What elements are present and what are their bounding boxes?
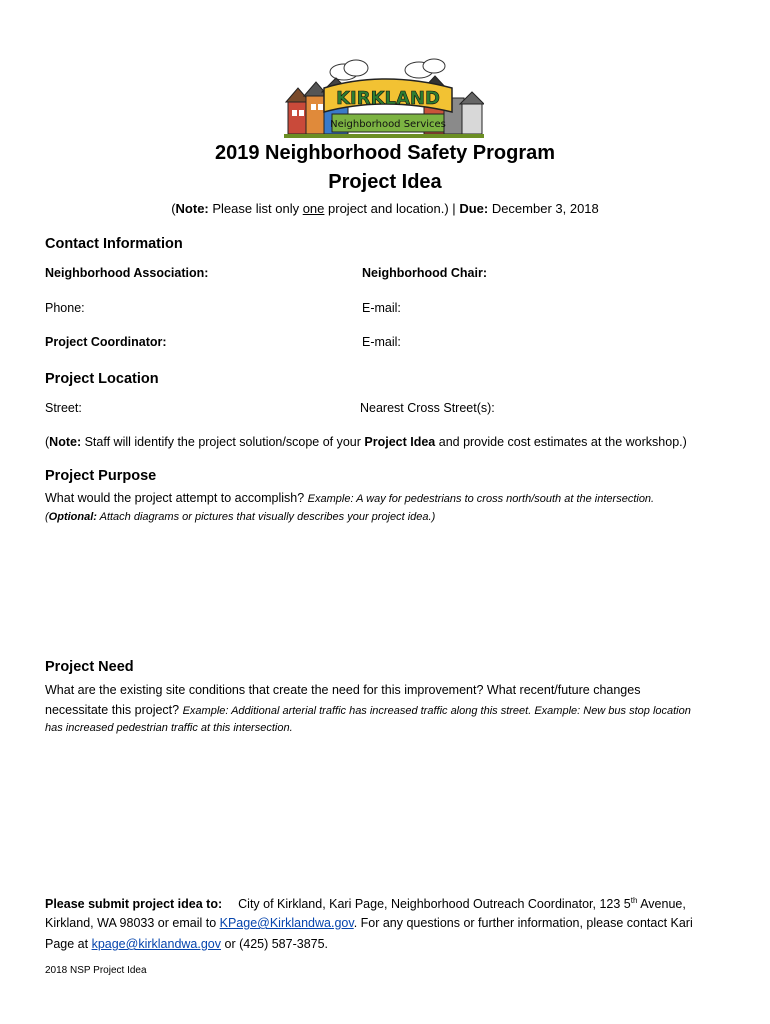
email-label-2: E-mail: [362,335,401,349]
header-note: (Note: Please list only one project and location.) | Due: December 3, 2018 [171,201,599,216]
purpose-example: Example: A way for pedestrians to cross north/south at the intersection. [307,493,655,505]
need-question-line1: What are the existing site conditions that create the need for this improvement? What recent/future changes [45,683,641,697]
project-coordinator-label: Project Coordinator: [45,335,167,349]
due-label: Due: [459,201,489,216]
note-pre: Please list only [208,201,303,216]
location-note-label: Note: [49,435,82,449]
email-label-1: E-mail: [362,301,401,315]
location-note-bold: Project Idea [364,435,436,449]
neighborhood-chair-label: Neighborhood Chair: [362,266,487,280]
page-title-line1: 2019 Neighborhood Safety Program [214,142,556,164]
need-question-line2-text: necessitate this project? [45,703,183,717]
submit-text4: . For any questions or further information, please contact Kari [353,916,693,930]
location-note-pre: Staff will identify the project solution/scope of your [81,435,365,449]
purpose-optional: (Optional: Attach diagrams or pictures that visually describes your project idea.) [45,511,436,523]
purpose-question [45,491,654,505]
kirkland-logo [284,52,484,142]
kpage-email-link[interactable]: KPage@Kirklandwa.gov [219,916,354,930]
page-footer: 2018 NSP Project Idea [45,965,147,976]
location-heading: Project Location [45,371,159,387]
submit-sup: th [630,896,638,905]
need-heading: Project Need [45,659,134,675]
neighborhood-association-label: Neighborhood Association: [45,266,209,280]
purpose-optional-text: Attach diagrams or pictures that visually describes your project idea.) [96,511,436,523]
cross-street-label: Nearest Cross Street(s): [360,401,495,415]
need-example-line3: has increased pedestrian traffic at this intersection. [45,722,293,734]
need-example-line2: Example: Additional arterial traffic has increased traffic along this street. Example: New bus stop location [182,705,691,717]
submit-text6: or (425) 587-3875. [221,937,329,951]
page-title-line2: Project Idea [328,171,442,193]
due-value: December 3, 2018 [488,201,599,216]
submit-line3 [45,937,328,951]
purpose-question-text: What would the project attempt to accomplish? [45,491,308,505]
submit-text3: Kirkland, WA 98033 or email to [45,916,220,930]
logo-subtitle: Neighborhood Services [330,119,446,130]
phone-label: Phone: [45,301,85,315]
submit-line1 [45,896,686,911]
logo-wordmark: KIRKLAND [336,88,440,109]
submit-label: Please submit project idea to: [45,897,223,912]
kpage-email-link-2[interactable]: kpage@kirklandwa.gov [91,937,222,951]
submit-text5: Page at [45,937,92,951]
purpose-optional-label: Optional: [48,511,97,523]
location-note-post: and provide cost estimates at the workshop.) [435,435,687,449]
submit-text2: Avenue, [637,897,686,912]
location-note: (Note: Staff will identify the project solution/scope of your Project Idea and provide cost estimates at the workshop.) [45,435,687,449]
need-question-line2 [45,703,691,717]
contact-heading: Contact Information [45,236,183,252]
submit-line2 [45,916,693,930]
note-label: Note: [175,201,209,216]
street-label: Street: [45,401,82,415]
submit-text1: City of Kirkland, Kari Page, Neighborhood Outreach Coordinator, 123 5 [238,897,631,912]
purpose-heading: Project Purpose [45,468,157,484]
note-underlined: one [302,201,325,216]
note-post: project and location.) | [324,201,460,216]
